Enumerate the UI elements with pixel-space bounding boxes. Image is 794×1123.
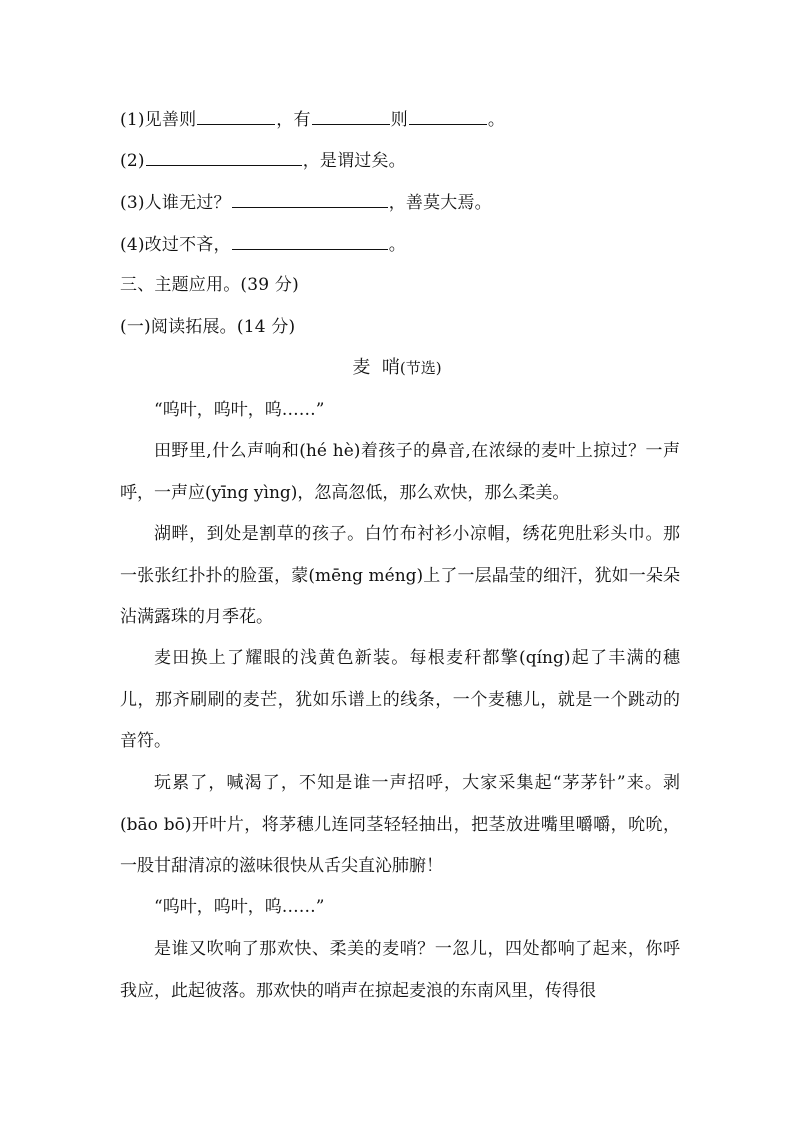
article-paragraph-6: “呜叶，呜叶，呜……” [154, 897, 325, 917]
article-paragraph-3: 湖畔，到处是割草的孩子。白竹布衬衫小凉帽，绣花兜肚彩头巾。那一张张红扑扑的脸蛋，蒙(mēng méng)上了一层晶莹的细汗，犹如一朵朵沾满露珠的月季花。 [120, 524, 680, 627]
article-paragraph-5: 玩累了，喊渴了，不知是谁一声招呼，大家采集起“茅茅针”来。剥(bāo bō)开叶片，将茅穗儿连同茎轻轻抽出，把茎放进嘴里嚼嚼，吮吮，一股甘甜清凉的滋味很快从舌尖直沁肺腑！ [120, 773, 680, 876]
answer-blank[interactable] [232, 191, 388, 208]
article-paragraph-1: “呜叶，呜叶，呜……” [154, 400, 325, 420]
answer-blank[interactable] [232, 233, 388, 250]
question-4 [120, 233, 406, 256]
answer-blank[interactable] [146, 149, 302, 166]
question-1-prefix: (1)见善则 [120, 110, 197, 130]
answer-blank[interactable] [409, 108, 487, 125]
question-4-prefix: (4)改过不吝， [120, 235, 231, 255]
article-title [0, 356, 794, 380]
question-1-mid2: 则 [390, 110, 408, 130]
section-heading: 三、主题应用。(39 分) [120, 275, 299, 295]
article-paragraph-2: 田野里,什么声响和(hé hè)着孩子的鼻音,在浓绿的麦叶上掠过？一声呼，一声应(yīng yìng)，忽高忽低，那么欢快，那么柔美。 [120, 441, 680, 503]
question-2-prefix: (2) [120, 151, 145, 171]
question-3-end: ，善莫大焉。 [388, 193, 492, 213]
article-paragraph-4: 麦田换上了耀眼的浅黄色新装。每根麦秆都擎(qíng)起了丰满的穗儿，那齐刷刷的麦芒，犹如乐谱上的线条，一个麦穗儿，就是一个跳动的音符。 [120, 648, 680, 751]
question-3 [120, 191, 492, 214]
question-1-mid1: ，有 [276, 110, 311, 130]
article-title-note: (节选) [399, 359, 442, 377]
article-title-text: 麦 哨 [352, 357, 400, 378]
section-subheading: (一)阅读拓展。(14 分) [120, 317, 296, 337]
question-1-end: 。 [487, 110, 506, 130]
answer-blank[interactable] [312, 108, 390, 125]
question-2-end: ，是谓过矣。 [302, 151, 406, 171]
question-3-prefix: (3)人谁无过？ [120, 193, 231, 213]
article-paragraph-7: 是谁又吹响了那欢快、柔美的麦哨？一忽儿，四处都响了起来，你呼我应，此起彼落。那欢快的哨声在掠起麦浪的东南风里，传得很 [120, 939, 680, 1001]
question-4-end: 。 [388, 235, 406, 255]
answer-blank[interactable] [197, 108, 275, 125]
question-1 [120, 108, 505, 131]
question-2 [120, 149, 406, 172]
